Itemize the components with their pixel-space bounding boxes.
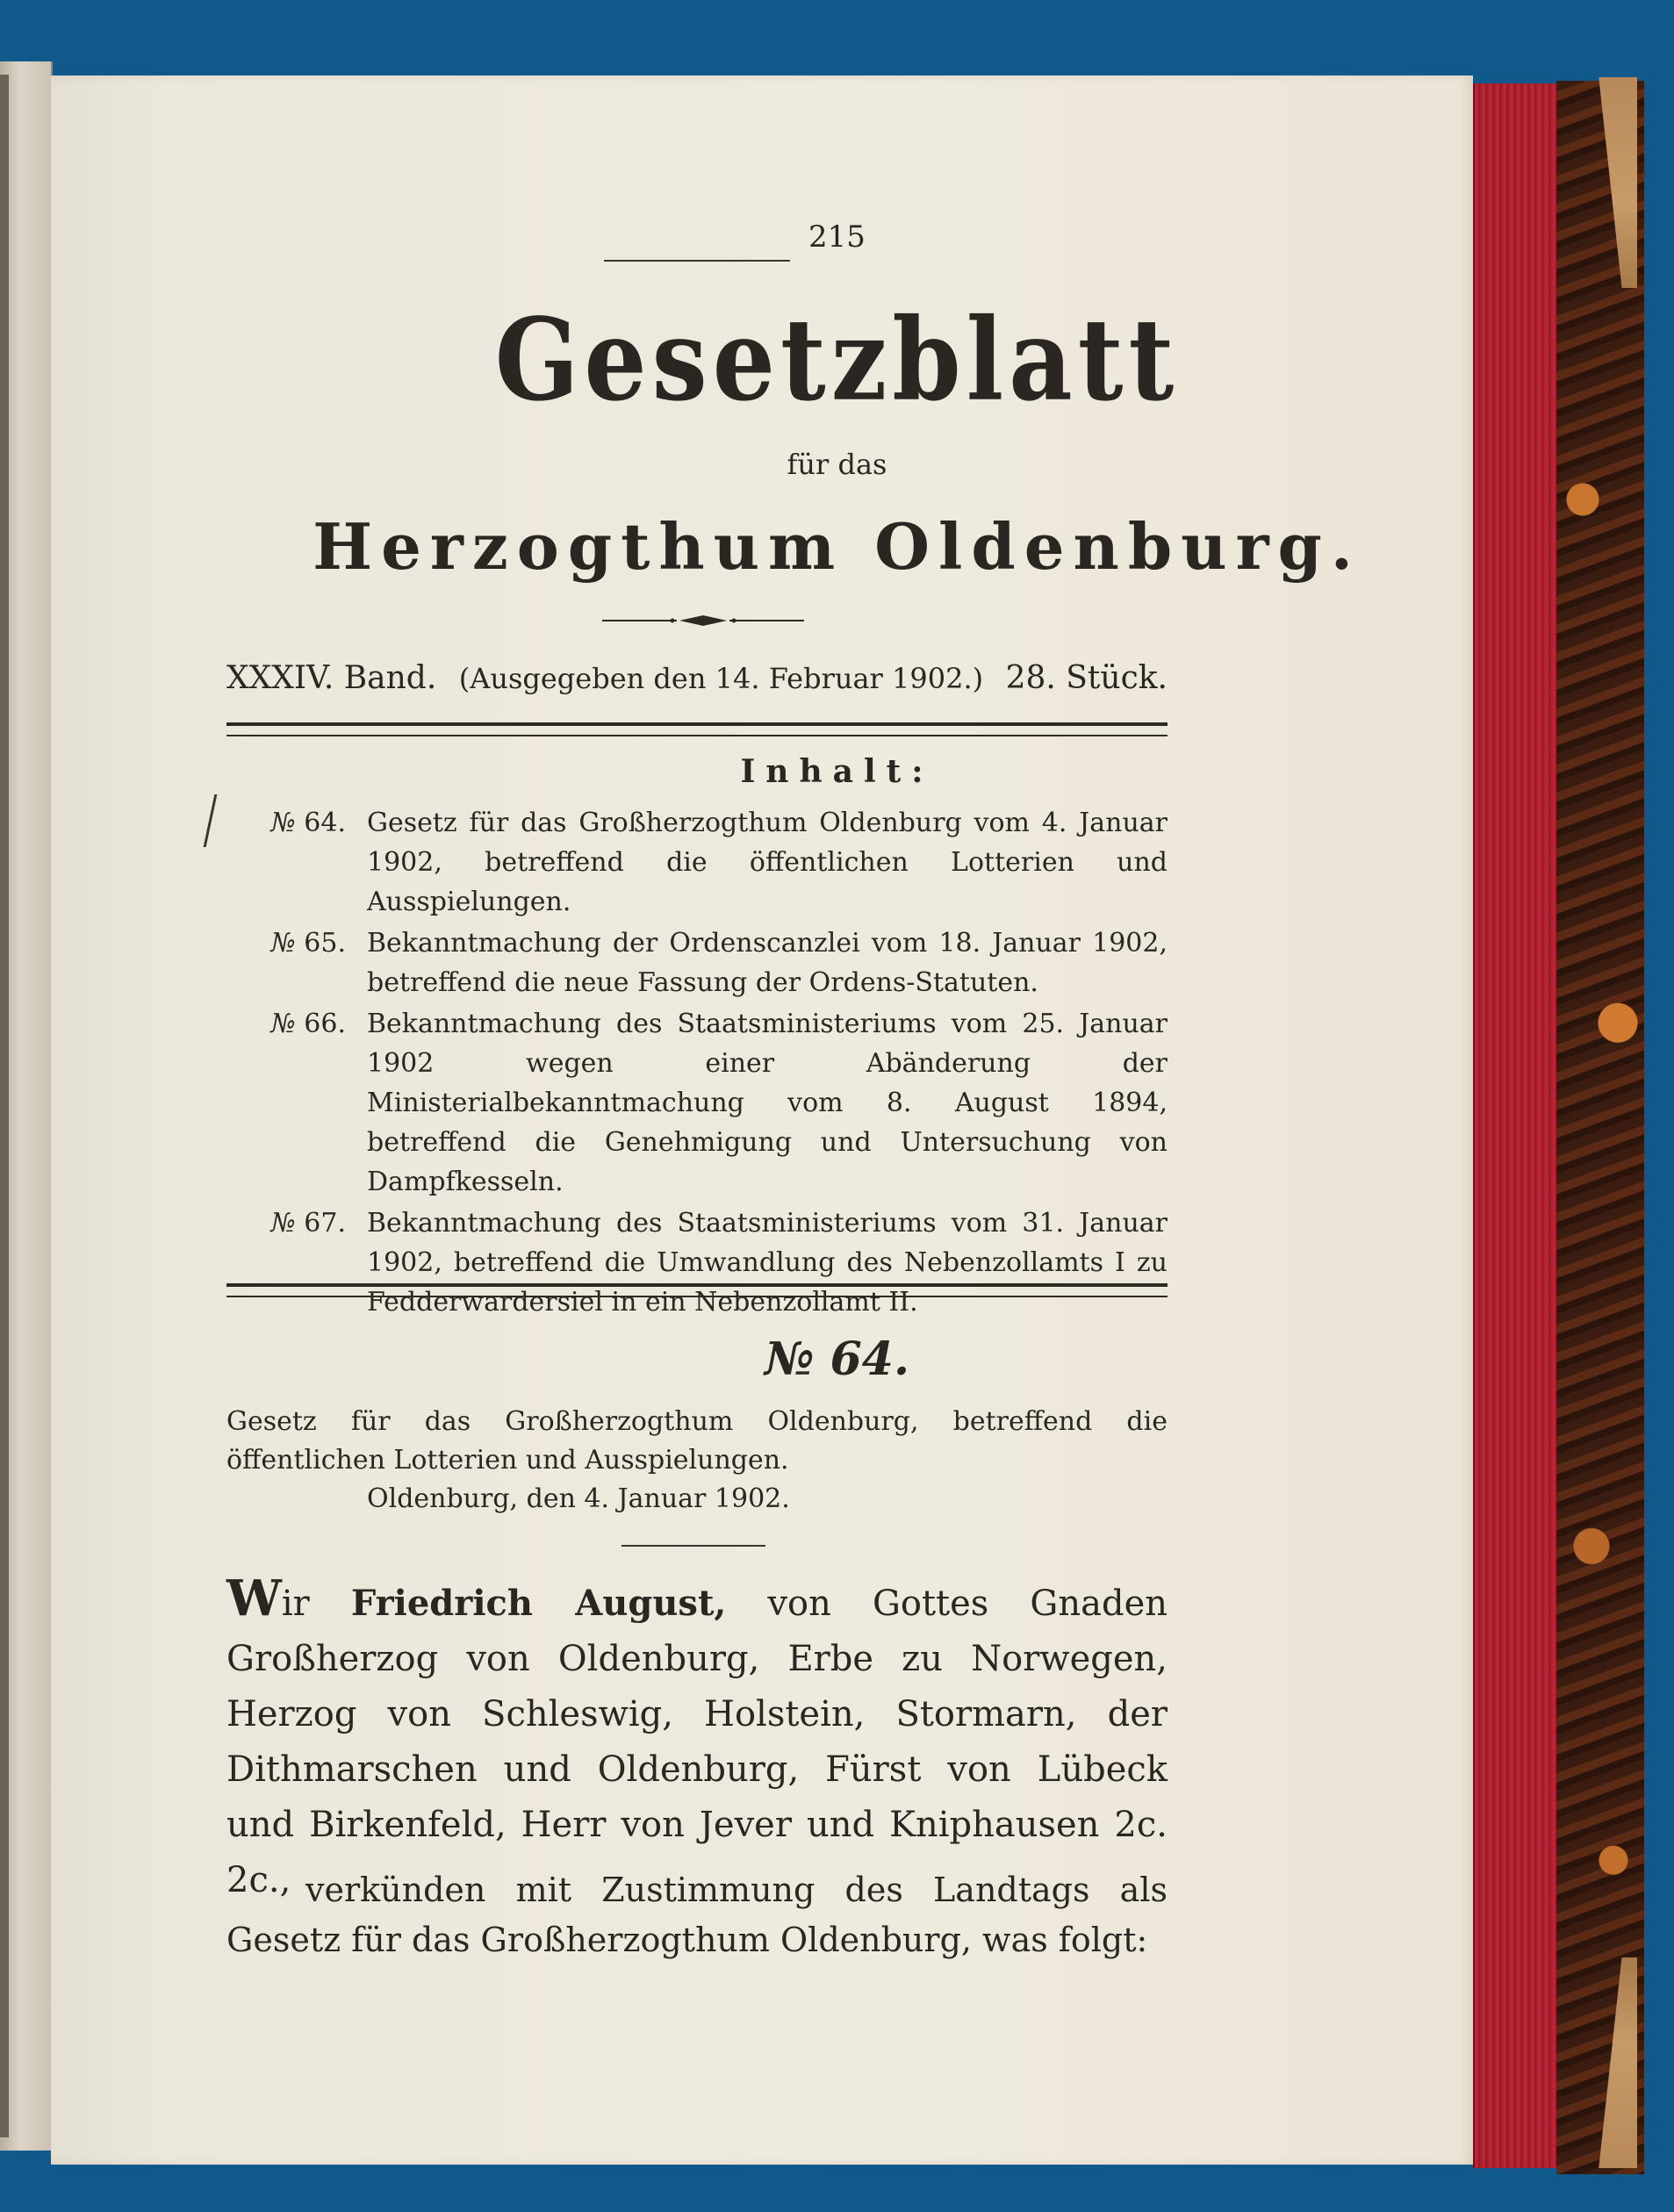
law-intro	[226, 1571, 1167, 1908]
law-number: № 64.	[764, 1332, 910, 1386]
sovereign-titles: von Gottes Gnaden Großherzog von Oldenburg, Erbe zu Norwegen, Herzog von Schleswig, Holstein, Stormarn, der Dithmarschen und Oldenburg, Fürst von Lübeck und Birkenfeld, Herr von Jever und Kniphausen 2c. 2c.,	[226, 1584, 1168, 1900]
issue-date: (Ausgegeben den 14. Februar 1902.)	[458, 662, 984, 695]
law-place-date: Oldenburg, den 4. Januar 1902.	[367, 1483, 790, 1514]
ornament-divider	[602, 614, 804, 627]
number-value: 67.	[304, 1208, 346, 1239]
title-connector: für das	[787, 448, 887, 481]
section-rule	[621, 1545, 765, 1547]
contents-heading: Inhalt:	[740, 753, 934, 790]
initial-letter: W	[226, 1569, 282, 1627]
contents-item-number	[226, 1203, 367, 1322]
sovereign-name: Friedrich August,	[350, 1583, 727, 1624]
contents-item-text: Gesetz für das Großherzogthum Oldenburg vom 4. Januar 1902, betreffend die öffentlichen Lotterien und Ausspielungen.	[367, 808, 1167, 917]
volume-label: XXXIV. Band.	[226, 660, 437, 696]
contents-list	[226, 803, 1167, 1324]
number-sign: №	[270, 928, 296, 959]
number-sign: №	[270, 808, 296, 838]
page-number: 215	[808, 219, 866, 255]
contents-item	[226, 803, 1167, 922]
number-value: 64.	[304, 808, 346, 838]
contents-item-number	[226, 923, 367, 1002]
contents-item-number	[226, 803, 367, 922]
contents-item	[226, 1004, 1167, 1202]
law-heading: Gesetz für das Großherzogthum Oldenburg, betreffend die öffentlichen Lotterien und Ausspielungen.	[226, 1406, 1167, 1476]
contents-item-text: Bekanntmachung des Staatsministeriums vom 31. Januar 1902, betreffend die Umwandlung des Nebenzollamts I zu Fedderwardersiel in ein Nebenzollamt II.	[367, 1208, 1167, 1318]
intro-word-rest: ir	[281, 1584, 310, 1624]
contents-item	[226, 1203, 1167, 1322]
contents-item-text: Bekanntmachung der Ordenscanzlei vom 18. Januar 1902, betreffend die neue Fassung der Ordens-Statuten.	[367, 928, 1167, 998]
double-rule-top	[226, 722, 1167, 736]
page-number-rule	[604, 260, 790, 262]
contents-item-text: Bekanntmachung des Staatsministeriums vom 25. Januar 1902 wegen einer Abänderung der Ministerialbekanntmachung vom 8. August 1894, betreffend die Genehmigung und Untersuchung von Dampfkesseln.	[367, 1009, 1167, 1197]
number-sign: №	[270, 1208, 296, 1239]
law-body: verkünden mit Zustimmung des Landtags als Gesetz für das Großherzogthum Oldenburg, was folgt:	[226, 1871, 1167, 1959]
piece-label: 28. Stück.	[1005, 660, 1167, 696]
volume-line	[226, 660, 1167, 696]
number-sign: №	[270, 1009, 296, 1039]
page-subtitle: Herzogthum Oldenburg.	[313, 509, 1361, 584]
page-title: Gesetzblatt	[494, 294, 1180, 427]
number-value: 65.	[304, 928, 346, 959]
contents-item	[226, 923, 1167, 1002]
contents-item-number	[226, 1004, 367, 1202]
number-value: 66.	[304, 1009, 346, 1039]
double-rule-bottom	[226, 1283, 1167, 1297]
